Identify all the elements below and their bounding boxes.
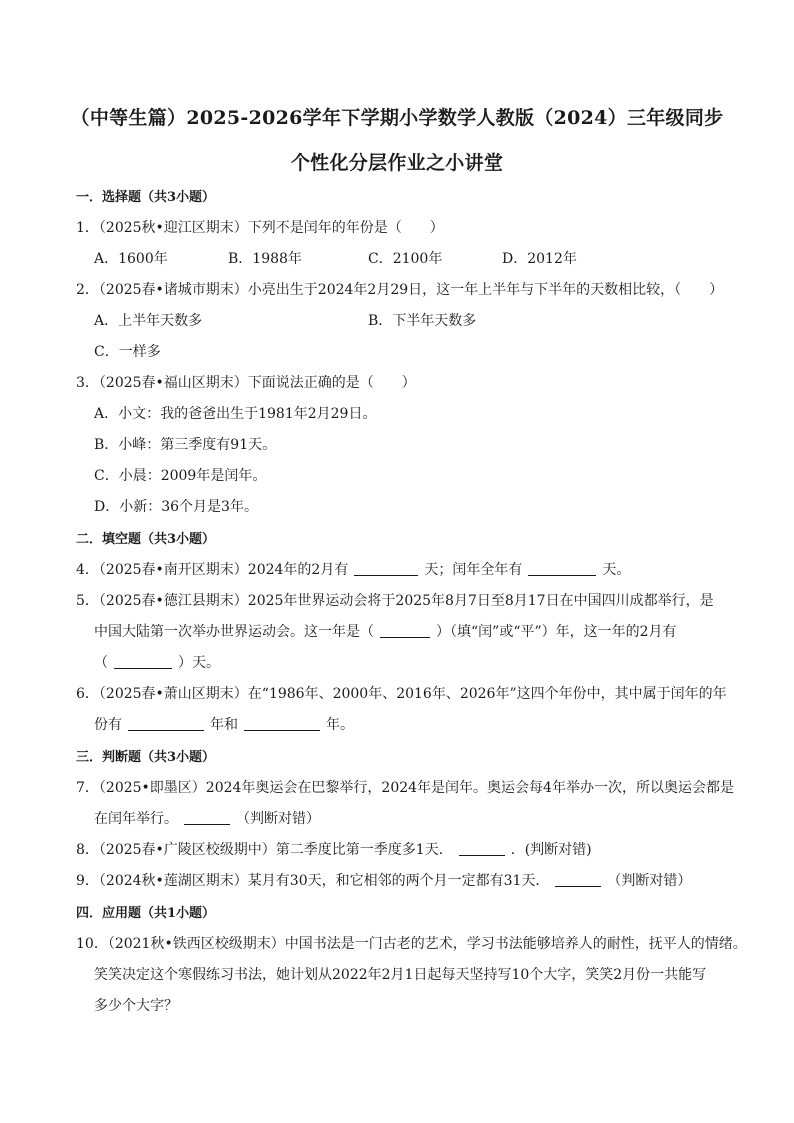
q2-stem: 2．（2025春•诸城市期末）小亮出生于2024年2月29日，这一年上半年与下半年的天数相比较，（ ） xyxy=(76,282,724,298)
q1-option-b: B．1988年 xyxy=(228,251,302,267)
q8-text-2: ．(判断对错) xyxy=(510,842,592,858)
q7-line-1: 7．（2025•即墨区）2024年奥运会在巴黎举行，2024年是闰年。奥运会每4年举办一次，所以奥运会都是 xyxy=(76,780,734,796)
q3-option-c: C．小晨：2009年是闰年。 xyxy=(94,468,267,484)
answer-blank[interactable] xyxy=(114,654,172,669)
section-judge: 三．判断题（共3小题） xyxy=(76,750,216,765)
q1-option-c: C．2100年 xyxy=(368,251,443,267)
q5-text-2a: 中国大陆第一次举办世界运动会。这一年是（ xyxy=(94,624,374,640)
q6-line-2 xyxy=(94,714,354,734)
q4-line xyxy=(76,559,630,579)
answer-blank[interactable] xyxy=(184,810,230,825)
section-fill: 二．填空题（共3小题） xyxy=(76,532,216,547)
q3-stem: 3．（2025春•福山区期末）下面说法正确的是（ ） xyxy=(76,375,416,391)
q5-text-2b: ）（填“闰”或“平”）年，这一年的2月有 xyxy=(436,624,677,640)
q8-text-1: 8．（2025春•广陵区校级期中）第二季度比第一季度多1天． xyxy=(76,842,453,858)
q5-line-3 xyxy=(94,652,220,672)
q4-text-3: 天。 xyxy=(602,562,631,578)
q4-text-2: 天；闰年全年有 xyxy=(424,562,523,578)
answer-blank[interactable] xyxy=(244,716,320,731)
q6-text-2c: 年。 xyxy=(326,717,354,733)
section-choice: 一．选择题（共3小题） xyxy=(76,190,216,205)
q1-stem: 1．（2025秋•迎江区期末）下列不是闰年的年份是（ ） xyxy=(76,220,444,236)
answer-blank[interactable] xyxy=(128,716,204,731)
q7-line-2 xyxy=(94,808,320,828)
q10-line-1: 10．（2021秋•铁西区校级期末）中国书法是一门古老的艺术，学习书法能够培养人的耐性，抚平人的情绪。 xyxy=(76,936,747,952)
answer-blank[interactable] xyxy=(459,841,505,856)
answer-blank[interactable] xyxy=(354,561,418,576)
q1-option-a: A．1600年 xyxy=(94,251,168,267)
q6-text-2a: 份有 xyxy=(94,717,122,733)
q7-text-2a: 在闰年举行。 xyxy=(94,811,178,827)
section-application: 四．应用题（共1小题） xyxy=(76,906,216,921)
q5-line-2 xyxy=(94,621,677,641)
q2-option-b: B．下半年天数多 xyxy=(368,313,477,329)
answer-blank[interactable] xyxy=(528,561,596,576)
q4-text-1: 4．（2025春•南开区期末）2024年的2月有 xyxy=(76,562,349,578)
q10-line-3: 多少个大字？ xyxy=(94,998,178,1014)
q5-line-1: 5．（2025春•德江县期末）2025年世界运动会将于2025年8月7日至8月17日在中国四川成都举行，是 xyxy=(76,593,714,609)
q3-option-b: B．小峰：第三季度有91天。 xyxy=(94,437,277,453)
q6-text-2b: 年和 xyxy=(210,717,238,733)
q5-text-3a: （ xyxy=(94,655,108,671)
q6-line-1: 6．（2025春•萧山区期末）在“1986年、2000年、2016年、2026年”这四个年份中，其中属于闰年的年 xyxy=(76,686,727,702)
q7-text-2b: （判断对错） xyxy=(236,811,320,827)
title-line-1: （中等生篇）2025-2026学年下学期小学数学人教版（2024）三年级同步 xyxy=(70,107,724,129)
q9-text-2: （判断对错） xyxy=(607,873,692,889)
q3-option-a: A．小文：我的爸爸出生于1981年2月29日。 xyxy=(94,406,377,422)
title-line-2: 个性化分层作业之小讲堂 xyxy=(290,152,504,174)
q2-option-c: C．一样多 xyxy=(94,344,161,360)
q1-option-d: D．2012年 xyxy=(502,251,577,267)
q5-text-3b: ）天。 xyxy=(178,655,220,671)
q9-text-1: 9．（2024秋•莲湖区期末）某月有30天，和它相邻的两个月一定都有31天． xyxy=(76,873,550,889)
q8-line xyxy=(76,839,592,859)
q2-option-a: A．上半年天数多 xyxy=(94,313,203,329)
answer-blank[interactable] xyxy=(380,623,430,638)
answer-blank[interactable] xyxy=(555,872,601,887)
q3-option-d: D．小新：36个月是3年。 xyxy=(94,499,258,515)
q9-line xyxy=(76,870,691,890)
q10-line-2: 笑笑决定这个寒假练习书法，她计划从2022年2月1日起每天坚持写10个大字，笑笑2月份一共能写 xyxy=(94,967,707,983)
